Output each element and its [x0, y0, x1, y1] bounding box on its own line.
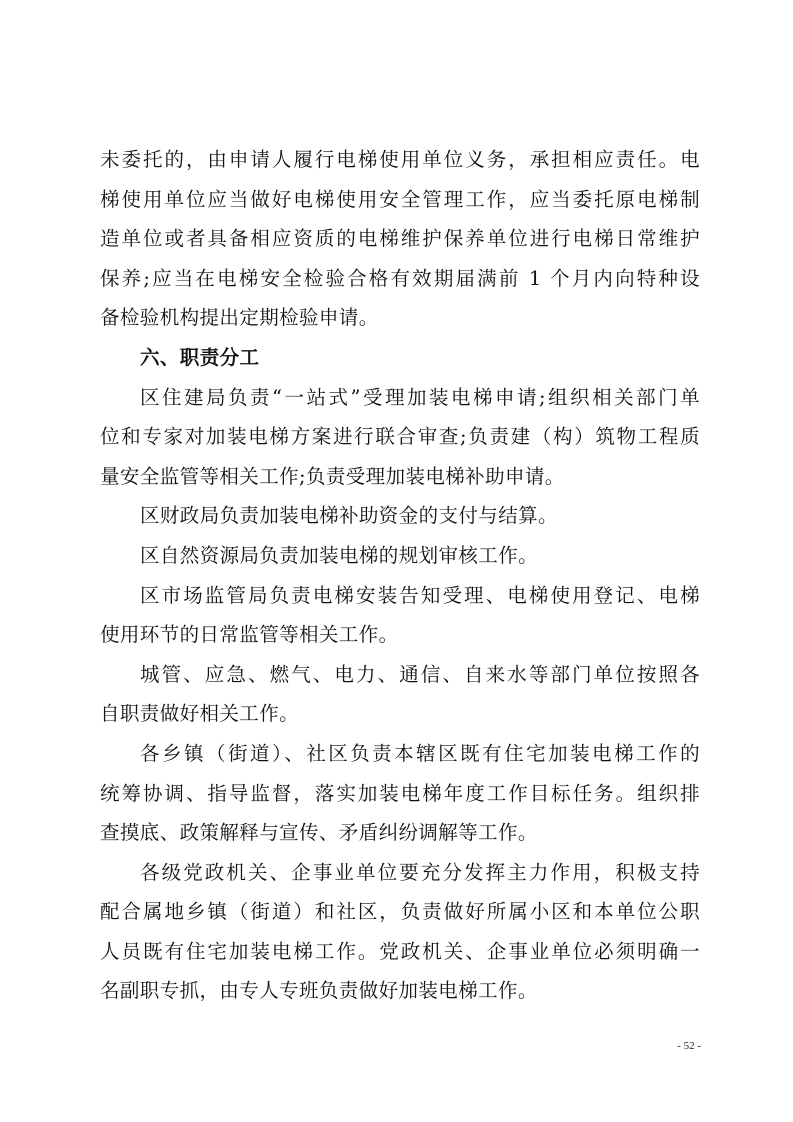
text-line: 人员既有住宅加装电梯工作。党政机关、企事业单位必须明确一: [100, 939, 700, 963]
text-line: 保养;应当在电梯安全检验合格有效期届满前 1 个月内向特种设: [100, 266, 700, 290]
text-line: 区住建局负责“一站式”受理加装电梯申请;组织相关部门单: [140, 385, 700, 409]
text-line: 梯使用单位应当做好电梯使用安全管理工作，应当委托原电梯制: [100, 187, 700, 211]
text-line: 位和专家对加装电梯方案进行联合审查;负责建（构）筑物工程质: [100, 425, 700, 449]
paragraph: [100, 734, 700, 853]
paragraph: [100, 140, 700, 338]
text-line: 区财政局负责加装电梯补助资金的支付与结算。: [140, 504, 558, 528]
text-line: 配合属地乡镇（街道）和社区，负责做好所属小区和本单位公职: [100, 900, 700, 924]
text-line: 造单位或者具备相应资质的电梯维护保养单位进行电梯日常维护: [100, 227, 700, 251]
text-line: 备检验机构提出定期检验申请。: [100, 306, 379, 330]
text-line: 统筹协调、指导监督，落实加装电梯年度工作目标任务。组织排: [100, 781, 700, 805]
paragraph: [100, 536, 700, 576]
document-body: [100, 140, 700, 1011]
text-line: 自职责做好相关工作。: [100, 702, 300, 726]
text-line: 城管、应急、燃气、电力、通信、自来水等部门单位按照各: [140, 662, 700, 686]
paragraph: [100, 655, 700, 734]
text-line: 六、职责分工: [140, 345, 260, 369]
text-line: 量安全监管等相关工作;负责受理加装电梯补助申请。: [100, 464, 565, 488]
text-line: 各乡镇（街道）、社区负责本辖区既有住宅加装电梯工作的: [140, 741, 700, 765]
paragraph: [100, 853, 700, 1011]
text-line: 使用环节的日常监管等相关工作。: [100, 623, 399, 647]
text-line: 名副职专抓，由专人专班负责做好加装电梯工作。: [100, 979, 538, 1003]
text-line: 区自然资源局负责加装电梯的规划审核工作。: [140, 543, 539, 567]
paragraph: [100, 576, 700, 655]
page-number: - 52 -: [677, 1040, 701, 1052]
text-line: 各级党政机关、企事业单位要充分发挥主力作用，积极支持: [140, 860, 700, 884]
text-line: 区市场监管局负责电梯安装告知受理、电梯使用登记、电梯: [140, 583, 700, 607]
paragraph: [100, 378, 700, 497]
section-heading: [100, 338, 700, 378]
text-line: 查摸底、政策解释与宣传、矛盾纠纷调解等工作。: [100, 821, 538, 845]
text-line: 未委托的，由申请人履行电梯使用单位义务，承担相应责任。电: [100, 148, 700, 171]
paragraph: [100, 496, 700, 536]
